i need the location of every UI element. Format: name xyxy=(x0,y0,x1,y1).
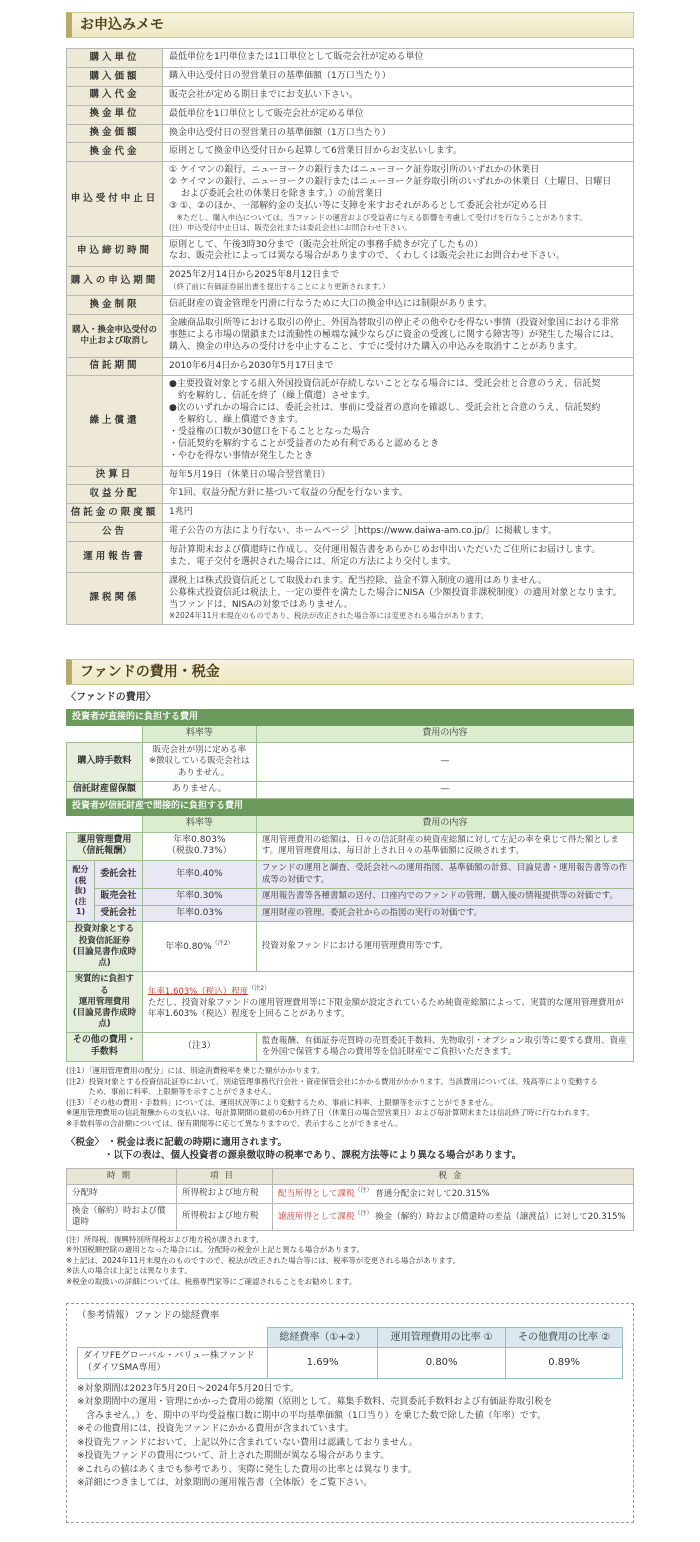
fee-alloc-row xyxy=(67,888,634,905)
target-fund-desc: 投資対象ファンドにおける運用管理費用等です。 xyxy=(256,922,633,972)
col-other-ratio: その他費用の比率 ② xyxy=(506,1327,623,1347)
memo-value xyxy=(163,49,634,68)
tax-period-dist: 分配時 xyxy=(67,1185,177,1203)
memo-row xyxy=(67,105,634,124)
col-rate-2: 料率等 xyxy=(142,815,256,832)
memo-value-text: 毎年5月19日（休業日の場合翌営業日） xyxy=(169,469,331,480)
expense-ratio-table xyxy=(77,1327,623,1379)
tax-period-redeem: 換金（解約）時および償還時 xyxy=(67,1203,177,1230)
memo-row xyxy=(67,267,634,296)
real-fee-note: （注2） xyxy=(248,984,271,992)
memo-key: 購入単位 xyxy=(67,49,163,68)
memo-key: 換金制限 xyxy=(67,296,163,315)
fund-name: ダイワFEグローバル・バリュー株ファンド （ダイワSMA専用） xyxy=(78,1348,268,1379)
memo-heading: お申込みメモ xyxy=(66,12,634,38)
memo-value-text: 販売会社が定める期日までにお支払い下さい。 xyxy=(169,89,359,100)
reserve-label: 信託財産留保額 xyxy=(67,781,143,798)
memo-value xyxy=(163,143,634,162)
tax-note-dist: （注） xyxy=(354,1187,373,1195)
memo-row xyxy=(67,296,634,315)
alloc-rate: 年率0.40% xyxy=(142,861,256,888)
memo-value xyxy=(163,105,634,124)
memo-value-text: 最低単位を1円単位または1口単位として販売会社が定める単位 xyxy=(169,52,424,62)
buy-fee-label: 購入時手数料 xyxy=(67,743,143,782)
col-rate: 料率等 xyxy=(142,726,256,743)
memo-key: 繰上償還 xyxy=(67,376,163,466)
tax-item-redeem: 所得税および地方税 xyxy=(177,1203,273,1230)
memo-value-text: 金融商品取引所等における取引の停止、外国為替取引の停止その他やむを得ない事情（投資対象国における非常事態による市場の閉鎖または流動性の極端な減少ならびに資金の受渡しに関する障害等）が発生した場合には、購入、換金の申込みの受付けを中止すること、すでに受付けた購入の申込みを取消すことがあります。 xyxy=(169,317,620,352)
alloc-party: 受託会社 xyxy=(95,905,143,922)
memo-row xyxy=(67,86,634,105)
memo-row xyxy=(67,49,634,68)
memo-key: 購入代金 xyxy=(67,86,163,105)
memo-value xyxy=(163,357,634,376)
mgmt-fee-rate: 年率0.803% （税抜0.73%） xyxy=(142,832,256,861)
memo-key: 信託期間 xyxy=(67,357,163,376)
memo-key: 決算日 xyxy=(67,466,163,485)
tax-rate-dist: 普通分配金に対して20.315% xyxy=(375,1189,490,1200)
total-ratio: 1.69% xyxy=(268,1348,378,1379)
fees-subheading: 〈ファンドの費用〉 xyxy=(66,692,156,704)
memo-row xyxy=(67,466,634,485)
other-fee-desc: 監査報酬、有価証券売買時の売買委託手数料、先物取引・オプション取引等に要する費用、資産を外国で保管する場合の費用等を信託財産でご負担いただきます。 xyxy=(256,1033,633,1062)
memo-table xyxy=(66,48,634,625)
memo-value-text: ① ケイマンの銀行、ニューヨークの銀行またはニューヨーク証券取引所のいずれかの休業日 ② ケイマンの銀行、ニューヨークの銀行またはニューヨーク証券取引所のいずれかの休業日（土曜日、日曜日 および委託会社の休業日を除きます。）の前営業日 ③ ①、②のほか、一部解約金の支払い等に支障を来すおそれがあるとして委託会社が定める日 xyxy=(169,165,612,211)
memo-value-text: 2025年2月14日から2025年8月12日まで xyxy=(169,270,340,281)
memo-value-text: 年1回、収益分配方針に基づいて収益の分配を行ないます。 xyxy=(169,488,409,499)
memo-key: 運用報告書 xyxy=(67,542,163,573)
memo-row xyxy=(67,542,634,573)
other-fee-label: その他の費用・ 手数料 xyxy=(67,1033,143,1062)
mgmt-fee-label: 運用管理費用 （信託報酬） xyxy=(67,832,143,861)
col-desc: 費用の内容 xyxy=(256,726,633,743)
buy-fee-rate: 販売会社が別に定める率 ※徴収している販売会社は ありません。 xyxy=(142,743,256,782)
buy-fee-desc: — xyxy=(256,743,633,782)
mgmt-ratio: 0.80% xyxy=(378,1348,506,1379)
memo-value-text: 2010年6月4日から2030年5月17日まで xyxy=(169,360,334,371)
memo-row xyxy=(67,314,634,357)
memo-value-text: ●主要投資対象とする組入外国投資信託が存続しないこととなる場合には、受託会社と合意のうえ、信託契 約を解約し、信託を終了（繰上償還）させます。 ●次のいずれかの場合には、委託会社は、事前に受益者の意向を確認し、受託会社と合意のうえ、信託契約 を解約し、繰上償還できます。 ・受益権の口数が30億口を下ることとなった場合 ・信託契約を解約することが受益者のため有利であると認めるとき ・やむを得ない事情が発生したとき xyxy=(169,379,601,461)
fee-alloc-row xyxy=(67,905,634,922)
real-fee-rate: 年率1.603%（税込）程度 xyxy=(147,986,249,997)
col-total-ratio: 総経費率（①+②） xyxy=(268,1327,378,1347)
memo-key: 申込受付中止日 xyxy=(67,162,163,236)
memo-value-note: ※2024年11月末現在のものであり、税法が改正された場合等には変更される場合があります。 xyxy=(169,611,489,621)
memo-value-text: 最低単位を1口単位として販売会社が定める単位 xyxy=(169,108,364,119)
memo-value-text: 原則として換金申込受付日から起算して6営業日目からお支払いします。 xyxy=(169,146,463,157)
memo-key: 換金価額 xyxy=(67,124,163,143)
memo-value xyxy=(163,162,634,236)
memo-row xyxy=(67,124,634,143)
col-mgmt-ratio: 運用管理費用の比率 ① xyxy=(378,1327,506,1347)
memo-row xyxy=(67,504,634,523)
tax-col-tax: 税金 xyxy=(273,1169,634,1185)
memo-row xyxy=(67,357,634,376)
alloc-desc: 運用財産の管理、委託会社からの指図の実行の対価です。 xyxy=(256,905,633,922)
reserve-rate: ありません。 xyxy=(142,781,256,798)
memo-value xyxy=(163,376,634,466)
memo-row xyxy=(67,162,634,236)
memo-value xyxy=(163,124,634,143)
memo-value-text: 購入申込受付日の翌営業日の基準価額（1万口当たり） xyxy=(169,70,391,81)
fee-notes: (注1）「運用管理費用の配分」には、別途消費税率を乗じた額がかかります。 (注2）投資対象とする投資信託証券において、別途管理事務代行会社・資産保管会社にかかる費用がかかります。当該費用については、残高等により変動する ため、事前に料率、上限額等を示すことができません。 (注3）「その他の費用・手数料」については、運用状況等により変動するため、事前に料率、上限額等を示すことができません。 ※運用管理費用の信託報酬からの支払いは、毎計算期間の最初の6か月終了日（休業日の場合翌営業日）および毎計算期末または信託終了時に行なわれます。 ※手数料等の合計額については、保有期間等に応じて異なりますので、表示することができません。 xyxy=(66,1066,598,1128)
tax-type-redeem: 譲渡所得として課税 xyxy=(278,1212,355,1223)
memo-key: 課税関係 xyxy=(67,572,163,625)
memo-value-text: 原則として、午後3時30分まで（販売会社所定の事務手続きが完了したもの） なお、販売会社によっては異なる場合がありますので、くわしくは販売会社にお問合わせ下さい。 xyxy=(169,239,565,262)
memo-value xyxy=(163,485,634,504)
tax-col-item: 項目 xyxy=(177,1169,273,1185)
memo-key: 換金単位 xyxy=(67,105,163,124)
memo-value-text: 信託財産の資金管理を円滑に行なうために大口の換金申込には制限があります。 xyxy=(169,299,493,310)
memo-value-text: 電子公告の方法により行ない、ホームページ［https://www.daiwa-am.co.jp/］に掲載します。 xyxy=(169,526,557,537)
memo-value-text: 1兆円 xyxy=(169,507,193,518)
memo-key: 購入の申込期間 xyxy=(67,267,163,296)
memo-value xyxy=(163,236,634,267)
alloc-label: 配分 (税抜) (注1) xyxy=(67,861,95,922)
target-fund-label: 投資対象とする 投資信託証券 (目論見書作成時点) xyxy=(67,922,143,972)
memo-key: 換金代金 xyxy=(67,143,163,162)
memo-value xyxy=(163,542,634,573)
alloc-desc: ファンドの運用と調査、受託会社への運用指図、基準価額の計算、目論見書・運用報告書等の作成等の対価です。 xyxy=(256,861,633,888)
memo-value xyxy=(163,314,634,357)
memo-key: 収益分配 xyxy=(67,485,163,504)
memo-key: 信託金の限度額 xyxy=(67,504,163,523)
memo-value xyxy=(163,296,634,315)
col-desc-2: 費用の内容 xyxy=(256,815,633,832)
alloc-party: 販売会社 xyxy=(95,888,143,905)
tax-rate-redeem: 換金（解約）時および償還時の差益（譲渡益）に対して20.315% xyxy=(375,1212,626,1223)
memo-row xyxy=(67,376,634,466)
reserve-desc: — xyxy=(256,781,633,798)
target-fund-rate: 年率0.80% xyxy=(165,941,212,952)
memo-key: 申込締切時間 xyxy=(67,236,163,267)
memo-value xyxy=(163,86,634,105)
memo-value xyxy=(163,572,634,625)
memo-key: 購入・換金申込受付の中止および取消し xyxy=(67,314,163,357)
fee-table xyxy=(66,709,634,1063)
fee-alloc-row xyxy=(67,861,634,888)
expense-ratio-title: （参考情報）ファンドの総経費率 xyxy=(77,1310,220,1322)
memo-value-text: 毎計算期末および償還時に作成し、交付運用報告書をあらかじめお申出いただいたご住所にお届けします。 また、電子交付を選択された場合には、所定の方法により交付します。 xyxy=(169,545,601,567)
other-ratio: 0.89% xyxy=(506,1348,623,1379)
expense-ratio-box xyxy=(66,1303,634,1523)
memo-value xyxy=(163,466,634,485)
memo-key: 購入価額 xyxy=(67,67,163,86)
real-fee-label: 実質的に負担する 運用管理費用 (目論見書作成時点) xyxy=(67,972,143,1033)
memo-row xyxy=(67,485,634,504)
memo-value-text: 課税上は株式投資信託として取扱われます。配当控除、益金不算入制度の適用はありません。 公募株式投資信託は税法上、一定の要件を満たした場合にNISA（少額投資非課税制度）の適用対象となります。 当ファンドは、NISAの対象ではありません。 xyxy=(169,575,622,610)
tax-table xyxy=(66,1168,634,1231)
other-fee-rate: （注3） xyxy=(142,1033,256,1062)
target-fund-note: （注2） xyxy=(211,939,234,947)
tax-heading: 〈税金〉 ・税金は表に記載の時期に適用されます。 ・以下の表は、個人投資者の源泉徴収時の税率であり、課税方法等により異なる場合があります。 xyxy=(66,1137,522,1161)
tax-note-redeem: （注） xyxy=(354,1210,373,1218)
memo-row xyxy=(67,143,634,162)
tax-col-period: 時期 xyxy=(67,1169,177,1185)
tax-type-dist: 配当所得として課税 xyxy=(278,1189,355,1200)
expense-ratio-notes: ※対象期間は2023年5月20日～2024年5月20日です。 ※対象期間中の運用・管理にかかった費用の総額（原則として、募集手数料、売買委託手数料および有価証券取引税を 含みません。）を、期中の平均受益権口数に期中の平均基準価額（1口当り）を乗じた数で除した値（年率）です。 ※その他費用には、投資先ファンドにかかる費用が含まれています。 ※投資先ファンドにおいて、上記以外に含まれていない費用は認識しておりません。 ※投資先ファンドの費用について、計上された期間が異なる場合があります。 ※これらの値はあくまでも参考であり、実際に発生した費用の比率とは異なります。 ※詳細につきましては、対象期間の運用報告書（全体版）をご覧下さい。 xyxy=(77,1383,553,1489)
memo-value-note: ※ただし、購入申込については、当ファンドの運営および受益者に与える影響を考慮して受付けを行なうことがあります。 (注）申込受付中止日は、販売会社または委託会社にお問合わせ下さい。 xyxy=(169,212,587,232)
memo-value-text: 換金申込受付日の翌営業日の基準価額（1万口当たり） xyxy=(169,127,391,138)
memo-key: 公告 xyxy=(67,523,163,542)
memo-value-note: （終了前に有価証券届出書を提出することにより更新されます。） xyxy=(169,282,390,292)
memo-row xyxy=(67,572,634,625)
memo-value xyxy=(163,504,634,523)
alloc-party: 委託会社 xyxy=(95,861,143,888)
alloc-rate: 年率0.03% xyxy=(142,905,256,922)
tax-notes: (注）所得税、復興特別所得税および地方税が課されます。 ※外国税額控除の適用となった場合には、分配時の税金が上記と異なる場合があります。 ※上記は、2024年11月末現在のものですので、税法が改正された場合等には、税率等が変更される場合があります。 ※法人の場合は上記とは異なります。 ※税金の取扱いの詳細については、税務専門家等にご確認されることをお勧めします。 xyxy=(66,1234,461,1286)
tax-item-dist: 所得税および地方税 xyxy=(177,1185,273,1203)
memo-value xyxy=(163,523,634,542)
direct-costs-header: 投資者が直接的に負担する費用 xyxy=(67,709,634,726)
memo-value xyxy=(163,67,634,86)
indirect-costs-header: 投資者が信託財産で間接的に負担する費用 xyxy=(67,798,634,815)
real-fee-desc: ただし、投資対象ファンドの運用管理費用等に下限金額が設定されているため純資産総額によって、実質的な運用管理費用が年率1.603%（税込）程度を上回ることがあります。 xyxy=(147,997,624,1019)
mgmt-fee-desc: 運用管理費用の総額は、日々の信託財産の純資産総額に対して左記の率を乗じて得た額とします。運用管理費用は、毎日計上され日々の基準価額に反映されます。 xyxy=(256,832,633,861)
memo-row xyxy=(67,523,634,542)
memo-row xyxy=(67,236,634,267)
alloc-desc: 運用報告書等各種書類の送付、口座内でのファンドの管理、購入後の情報提供等の対価です。 xyxy=(256,888,633,905)
fees-heading: ファンドの費用・税金 xyxy=(66,659,634,685)
memo-value xyxy=(163,267,634,296)
alloc-rate: 年率0.30% xyxy=(142,888,256,905)
memo-row xyxy=(67,67,634,86)
